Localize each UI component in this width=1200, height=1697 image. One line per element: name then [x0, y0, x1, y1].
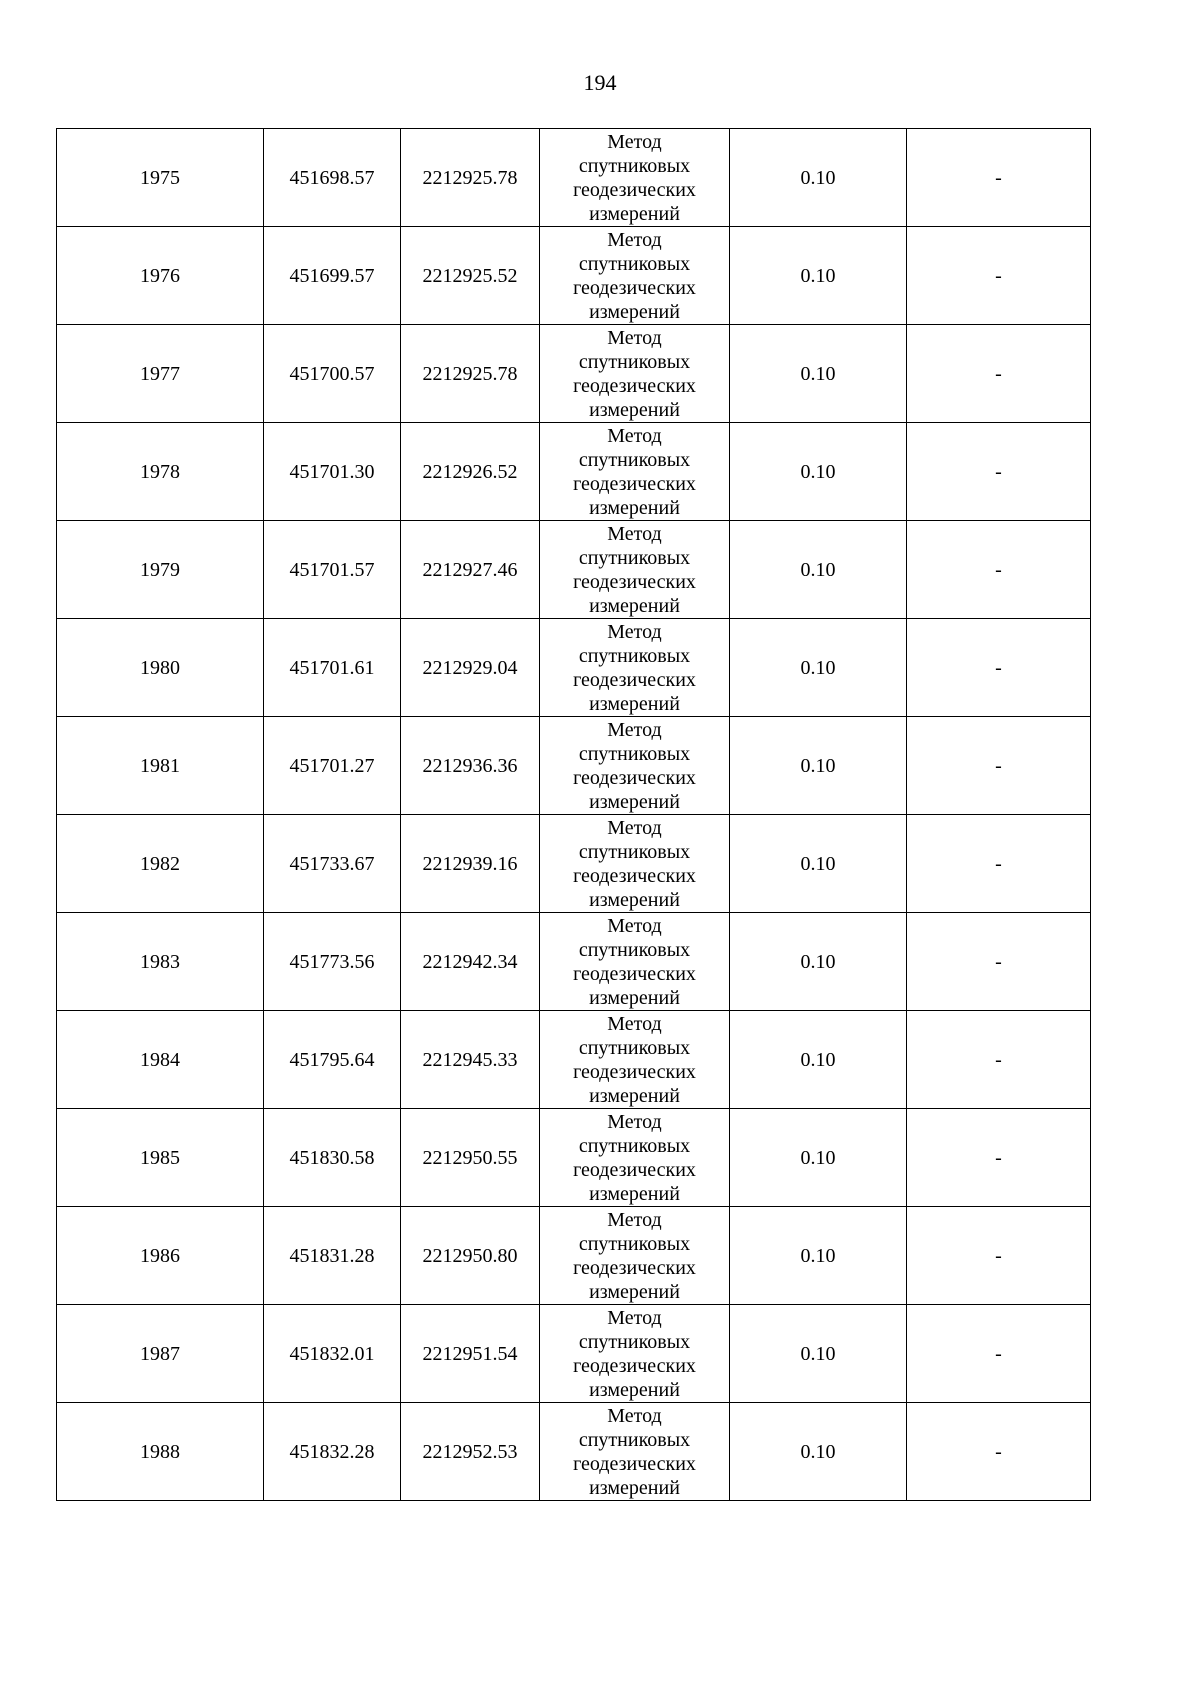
x-coordinate-cell: 451832.01 [264, 1305, 401, 1403]
method-text-line: геодезических [573, 570, 696, 593]
table-row [57, 619, 1091, 717]
method-cell [540, 1305, 730, 1403]
table-row [57, 1207, 1091, 1305]
x-coordinate-cell: 451830.58 [264, 1109, 401, 1207]
method-cell [540, 1109, 730, 1207]
table-row [57, 815, 1091, 913]
y-coordinate-cell: 2212925.78 [401, 129, 540, 227]
method-text-line: спутниковых [578, 1232, 691, 1255]
method-cell [540, 717, 730, 815]
method-text-line: измерений [589, 202, 680, 225]
method-text-line: измерений [589, 594, 680, 617]
accuracy-cell: 0.10 [730, 325, 907, 423]
point-number-cell: 1986 [57, 1207, 264, 1305]
method-text-line: измерений [589, 1378, 680, 1401]
method-text-line: геодезических [573, 472, 696, 495]
y-coordinate-cell: 2212945.33 [401, 1011, 540, 1109]
method-text-line: Метод [607, 718, 662, 741]
method-text-line: геодезических [573, 1354, 696, 1377]
method-text-line: геодезических [573, 668, 696, 691]
method-text-line: Метод [607, 424, 662, 447]
method-text-line: Метод [607, 326, 662, 349]
accuracy-cell: 0.10 [730, 1403, 907, 1501]
y-coordinate-cell: 2212951.54 [401, 1305, 540, 1403]
method-text-line: спутниковых [578, 840, 691, 863]
point-number-cell: 1987 [57, 1305, 264, 1403]
table-row [57, 227, 1091, 325]
method-text-line: геодезических [573, 864, 696, 887]
x-coordinate-cell: 451701.27 [264, 717, 401, 815]
x-coordinate-cell: 451832.28 [264, 1403, 401, 1501]
coordinates-table [56, 128, 1091, 1501]
method-text-line: Метод [607, 1208, 662, 1231]
description-cell: - [907, 619, 1091, 717]
table-row [57, 717, 1091, 815]
description-cell: - [907, 913, 1091, 1011]
method-text-line: измерений [589, 986, 680, 1009]
table-row [57, 129, 1091, 227]
accuracy-cell: 0.10 [730, 423, 907, 521]
point-number-cell: 1980 [57, 619, 264, 717]
description-cell: - [907, 815, 1091, 913]
method-cell [540, 1011, 730, 1109]
method-text-line: спутниковых [578, 1428, 691, 1451]
method-text-line: спутниковых [578, 644, 691, 667]
method-text-line: Метод [607, 1404, 662, 1427]
accuracy-cell: 0.10 [730, 815, 907, 913]
method-text-line: измерений [589, 496, 680, 519]
method-text-line: измерений [589, 1182, 680, 1205]
accuracy-cell: 0.10 [730, 521, 907, 619]
description-cell: - [907, 227, 1091, 325]
method-cell [540, 1403, 730, 1501]
method-cell [540, 423, 730, 521]
description-cell: - [907, 1207, 1091, 1305]
method-text-line: спутниковых [578, 1036, 691, 1059]
description-cell: - [907, 521, 1091, 619]
table-row [57, 423, 1091, 521]
y-coordinate-cell: 2212925.78 [401, 325, 540, 423]
method-text-line: спутниковых [578, 546, 691, 569]
x-coordinate-cell: 451831.28 [264, 1207, 401, 1305]
method-text-line: геодезических [573, 1158, 696, 1181]
method-text-line: измерений [589, 1280, 680, 1303]
method-text-line: измерений [589, 398, 680, 421]
method-text-line: спутниковых [578, 154, 691, 177]
y-coordinate-cell: 2212942.34 [401, 913, 540, 1011]
accuracy-cell: 0.10 [730, 1305, 907, 1403]
method-text-line: спутниковых [578, 1134, 691, 1157]
table-row [57, 1403, 1091, 1501]
method-text-line: Метод [607, 620, 662, 643]
x-coordinate-cell: 451699.57 [264, 227, 401, 325]
description-cell: - [907, 129, 1091, 227]
method-text-line: спутниковых [578, 448, 691, 471]
method-text-line: спутниковых [578, 938, 691, 961]
method-text-line: измерений [589, 1476, 680, 1499]
method-text-line: спутниковых [578, 350, 691, 373]
method-text-line: Метод [607, 1110, 662, 1133]
method-text-line: спутниковых [578, 742, 691, 765]
table-row [57, 1305, 1091, 1403]
method-text-line: измерений [589, 1084, 680, 1107]
description-cell: - [907, 1011, 1091, 1109]
table-row [57, 325, 1091, 423]
method-text-line: Метод [607, 1306, 662, 1329]
point-number-cell: 1975 [57, 129, 264, 227]
y-coordinate-cell: 2212950.80 [401, 1207, 540, 1305]
method-text-line: геодезических [573, 1256, 696, 1279]
x-coordinate-cell: 451701.30 [264, 423, 401, 521]
description-cell: - [907, 1305, 1091, 1403]
accuracy-cell: 0.10 [730, 227, 907, 325]
accuracy-cell: 0.10 [730, 913, 907, 1011]
y-coordinate-cell: 2212936.36 [401, 717, 540, 815]
method-text-line: измерений [589, 300, 680, 323]
y-coordinate-cell: 2212926.52 [401, 423, 540, 521]
point-number-cell: 1984 [57, 1011, 264, 1109]
method-cell [540, 815, 730, 913]
description-cell: - [907, 325, 1091, 423]
table-row [57, 913, 1091, 1011]
description-cell: - [907, 717, 1091, 815]
method-text-line: Метод [607, 130, 662, 153]
method-text-line: Метод [607, 1012, 662, 1035]
x-coordinate-cell: 451733.67 [264, 815, 401, 913]
method-text-line: геодезических [573, 1060, 696, 1083]
point-number-cell: 1978 [57, 423, 264, 521]
method-cell [540, 619, 730, 717]
point-number-cell: 1976 [57, 227, 264, 325]
accuracy-cell: 0.10 [730, 1109, 907, 1207]
method-text-line: Метод [607, 816, 662, 839]
x-coordinate-cell: 451773.56 [264, 913, 401, 1011]
description-cell: - [907, 1109, 1091, 1207]
method-text-line: Метод [607, 914, 662, 937]
method-text-line: геодезических [573, 178, 696, 201]
method-cell [540, 227, 730, 325]
point-number-cell: 1985 [57, 1109, 264, 1207]
x-coordinate-cell: 451698.57 [264, 129, 401, 227]
method-cell [540, 129, 730, 227]
x-coordinate-cell: 451701.57 [264, 521, 401, 619]
accuracy-cell: 0.10 [730, 1011, 907, 1109]
method-text-line: спутниковых [578, 252, 691, 275]
method-text-line: измерений [589, 888, 680, 911]
method-text-line: спутниковых [578, 1330, 691, 1353]
method-cell [540, 325, 730, 423]
method-cell [540, 521, 730, 619]
point-number-cell: 1979 [57, 521, 264, 619]
x-coordinate-cell: 451701.61 [264, 619, 401, 717]
page-number: 194 [583, 70, 617, 95]
x-coordinate-cell: 451700.57 [264, 325, 401, 423]
table-body [57, 129, 1091, 1501]
method-cell [540, 1207, 730, 1305]
table-row [57, 1011, 1091, 1109]
method-text-line: геодезических [573, 276, 696, 299]
accuracy-cell: 0.10 [730, 129, 907, 227]
point-number-cell: 1981 [57, 717, 264, 815]
method-cell [540, 913, 730, 1011]
point-number-cell: 1982 [57, 815, 264, 913]
description-cell: - [907, 423, 1091, 521]
y-coordinate-cell: 2212950.55 [401, 1109, 540, 1207]
method-text-line: измерений [589, 692, 680, 715]
point-number-cell: 1977 [57, 325, 264, 423]
method-text-line: Метод [607, 228, 662, 251]
accuracy-cell: 0.10 [730, 717, 907, 815]
accuracy-cell: 0.10 [730, 1207, 907, 1305]
method-text-line: геодезических [573, 374, 696, 397]
y-coordinate-cell: 2212927.46 [401, 521, 540, 619]
method-text-line: геодезических [573, 962, 696, 985]
table-row [57, 1109, 1091, 1207]
point-number-cell: 1988 [57, 1403, 264, 1501]
y-coordinate-cell: 2212939.16 [401, 815, 540, 913]
y-coordinate-cell: 2212925.52 [401, 227, 540, 325]
accuracy-cell: 0.10 [730, 619, 907, 717]
y-coordinate-cell: 2212952.53 [401, 1403, 540, 1501]
point-number-cell: 1983 [57, 913, 264, 1011]
y-coordinate-cell: 2212929.04 [401, 619, 540, 717]
description-cell: - [907, 1403, 1091, 1501]
method-text-line: геодезических [573, 1452, 696, 1475]
method-text-line: Метод [607, 522, 662, 545]
method-text-line: геодезических [573, 766, 696, 789]
x-coordinate-cell: 451795.64 [264, 1011, 401, 1109]
table-row [57, 521, 1091, 619]
method-text-line: измерений [589, 790, 680, 813]
